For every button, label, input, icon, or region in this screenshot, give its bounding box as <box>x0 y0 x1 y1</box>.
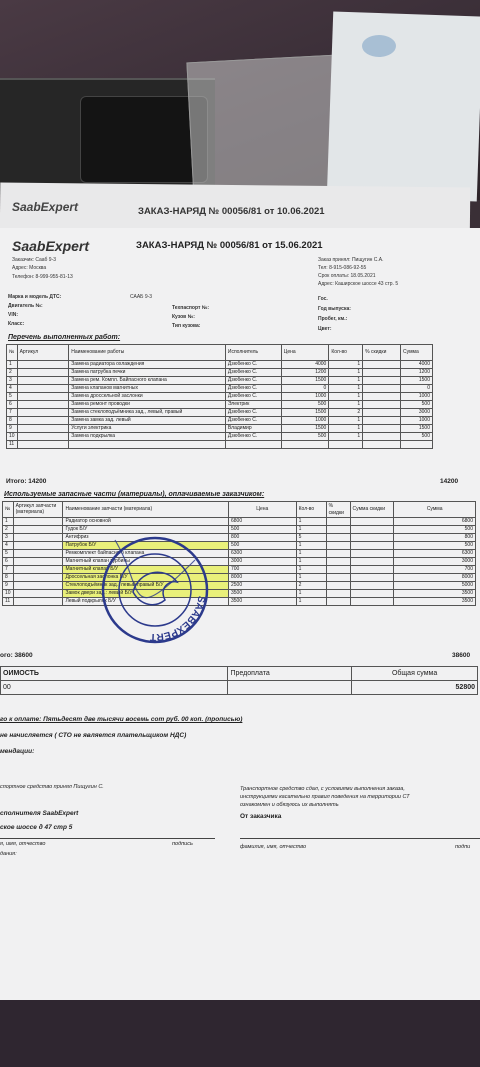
works-cell: Дзюбенко С. <box>225 385 281 393</box>
works-cell: 0 <box>401 385 433 393</box>
summary-cost-value: 00 <box>1 681 228 695</box>
year-label: Год выпуска: <box>318 306 351 312</box>
works-row <box>7 393 433 401</box>
works-cell: 500 <box>281 433 329 441</box>
sign-right: подпи <box>455 844 471 850</box>
works-cell: 1500 <box>401 425 433 433</box>
parts-cell: 6800 <box>229 518 297 526</box>
parts-col-qty: Кол-во <box>296 502 326 518</box>
parts-cell <box>13 558 63 566</box>
parts-cell <box>350 598 394 606</box>
parts-header-row <box>3 502 476 518</box>
works-cell: 11 <box>7 441 18 449</box>
summary-total-label: Общая сумма <box>352 667 478 681</box>
works-cell: 500 <box>401 433 433 441</box>
parts-cell <box>326 550 350 558</box>
certificate-paper <box>327 11 480 201</box>
parts-row <box>3 574 476 582</box>
works-cell: Замена стеклоподъёмника зад., левый, правый <box>69 409 226 417</box>
parts-cell: 3500 <box>229 590 297 598</box>
works-col-name: Наименование работы <box>69 345 226 361</box>
works-cell: Замена рем. Компл. Байпасного клапана <box>69 377 226 385</box>
works-cell: Дзюбенко С. <box>225 369 281 377</box>
works-cell <box>401 441 433 449</box>
works-cell <box>17 361 69 369</box>
parts-cell <box>13 550 63 558</box>
works-cell: 1 <box>329 417 363 425</box>
works-col-no: № <box>7 345 18 361</box>
works-cell: Замена дроссельной заслонки <box>69 393 226 401</box>
parts-cell: 700 <box>394 566 476 574</box>
parts-cell: 3500 <box>394 598 476 606</box>
works-cell: 9 <box>7 425 18 433</box>
vehicle-accepted-text: спортное средство принял Пищугин С. <box>0 784 104 790</box>
passport-label: Техпаспорт №: <box>172 305 210 311</box>
parts-cell: 3000 <box>394 558 476 566</box>
works-cell: 3 <box>7 377 18 385</box>
parts-row <box>3 590 476 598</box>
works-table <box>6 344 433 449</box>
works-col-sku: Артикул <box>17 345 69 361</box>
summary-values-row <box>1 681 478 695</box>
works-cell: 1000 <box>281 393 329 401</box>
works-cell <box>17 409 69 417</box>
parts-row <box>3 550 476 558</box>
works-cell <box>363 441 401 449</box>
works-cell: 1 <box>329 425 363 433</box>
vehicle-handed-text-3: ознакомлен и обязуюсь их выполнять <box>240 802 339 808</box>
works-cell: 1 <box>329 401 363 409</box>
works-cell <box>17 425 69 433</box>
due-date-line: Срок оплаты: 18.05.2021 <box>318 273 376 279</box>
works-col-qty: Кол-во <box>329 345 363 361</box>
parts-col-sku: Артикул запчасти (материала) <box>13 502 63 518</box>
parts-col-name: Наименование запчасти (материала) <box>63 502 229 518</box>
works-cell: Замена радиатора охлаждения <box>69 361 226 369</box>
parts-row <box>3 558 476 566</box>
works-cell <box>363 401 401 409</box>
sign-left: подпись <box>172 841 193 847</box>
parts-cell <box>350 582 394 590</box>
parts-cell: 3500 <box>394 590 476 598</box>
works-cell: 7 <box>7 409 18 417</box>
parts-cell: Радиатор основной <box>63 518 229 526</box>
works-cell: 10 <box>7 433 18 441</box>
works-cell: 1 <box>329 385 363 393</box>
parts-cell: 500 <box>394 526 476 534</box>
parts-cell <box>350 590 394 598</box>
parts-cell <box>13 598 63 606</box>
works-cell: 8 <box>7 417 18 425</box>
parts-cell: 6300 <box>229 550 297 558</box>
parts-cell <box>326 582 350 590</box>
executor-address: ское шоссе д 47 стр 5 <box>0 824 73 831</box>
works-cell: Замена подкрылка <box>69 433 226 441</box>
works-cell <box>363 385 401 393</box>
works-cell <box>17 441 69 449</box>
parts-cell: 1 <box>296 550 326 558</box>
parts-row <box>3 518 476 526</box>
parts-row <box>3 542 476 550</box>
works-cell <box>17 377 69 385</box>
works-cell: Электрик <box>225 401 281 409</box>
amount-in-words: го к оплате: Пятьдесят две тысячи восемь сот руб. 00 коп. (прописью) <box>0 716 243 723</box>
works-cell: 3000 <box>401 409 433 417</box>
parts-cell: 6300 <box>394 550 476 558</box>
parts-cell <box>326 542 350 550</box>
works-cell: 1500 <box>281 409 329 417</box>
works-cell <box>363 425 401 433</box>
phone-line: Телефон: 8-999-955-81-13 <box>12 274 73 280</box>
parts-cell <box>13 590 63 598</box>
summary-prepay-value <box>228 681 352 695</box>
works-cell: 0 <box>281 385 329 393</box>
parts-cell: 3500 <box>229 598 297 606</box>
parts-row <box>3 582 476 590</box>
works-cell: Дзюбенко С. <box>225 409 281 417</box>
parts-col-sum: Сумма <box>394 502 476 518</box>
parts-row <box>3 598 476 606</box>
works-cell: 1 <box>329 377 363 385</box>
vehicle-handed-text-2: инструкциями касательно правил поведения на территории СТ <box>240 794 410 800</box>
parts-cell: 11 <box>3 598 14 606</box>
parts-cell: 1 <box>296 590 326 598</box>
parts-cell: 1 <box>296 542 326 550</box>
plate-label: Гос. <box>318 296 328 302</box>
dania-label: дания: <box>0 851 17 857</box>
parts-cell <box>13 518 63 526</box>
parts-cell: 800 <box>394 534 476 542</box>
works-row <box>7 433 433 441</box>
parts-col-discount-sum: Сумма скидки <box>350 502 394 518</box>
works-cell: Дзюбенко С. <box>225 417 281 425</box>
parts-cell <box>326 574 350 582</box>
works-total-value: 14200 <box>440 478 459 485</box>
works-cell: Дзюбенко С. <box>225 433 281 441</box>
works-cell: 1200 <box>281 369 329 377</box>
parts-col-price: Цена <box>229 502 297 518</box>
mileage-label: Пробег, км.: <box>318 316 348 322</box>
parts-cell <box>326 558 350 566</box>
parts-cell <box>350 566 394 574</box>
back-sheet-title: ЗАКАЗ-НАРЯД № 00056/81 от 10.06.2021 <box>138 206 325 217</box>
parts-cell <box>350 550 394 558</box>
parts-cell: 2 <box>3 526 14 534</box>
works-cell <box>69 441 226 449</box>
works-cell: 5 <box>7 393 18 401</box>
works-row <box>7 409 433 417</box>
parts-cell <box>13 526 63 534</box>
works-cell: Замена замка зад. левый <box>69 417 226 425</box>
works-cell: 1000 <box>401 393 433 401</box>
document-title: ЗАКАЗ-НАРЯД № 00056/81 от 15.06.2021 <box>136 240 323 251</box>
works-cell <box>281 441 329 449</box>
works-cell <box>17 401 69 409</box>
parts-cell: 5 <box>3 550 14 558</box>
parts-cell: 8000 <box>394 574 476 582</box>
parts-cell: 1 <box>296 558 326 566</box>
tel-line: Тел: 8-915-086-92-55 <box>318 265 367 271</box>
works-cell: 4000 <box>281 361 329 369</box>
parts-cell: 1 <box>296 526 326 534</box>
parts-cell <box>326 590 350 598</box>
vehicle-model-value: СААБ 9-3 <box>130 294 153 300</box>
parts-cell: 1 <box>296 518 326 526</box>
works-cell: Услуги электрика <box>69 425 226 433</box>
works-cell: 500 <box>281 401 329 409</box>
parts-row <box>3 534 476 542</box>
works-cell <box>329 441 363 449</box>
parts-cell: Левый подкрылок Б/У <box>63 598 229 606</box>
parts-cell: Гудок Б/У <box>63 526 229 534</box>
works-cell: 1500 <box>281 425 329 433</box>
parts-cell <box>326 566 350 574</box>
works-cell <box>363 417 401 425</box>
vehicle-model-label: Марка и модель ДТС: <box>8 294 62 300</box>
works-header-row <box>7 345 433 361</box>
vehicle-handed-text-1: Транспортное средство сдал, с условиями выполнения заказа, <box>240 786 405 792</box>
fio-right: фамилия, имя, отчество <box>240 844 307 850</box>
parts-section-title: Используемые запасные части (материалы), оплачиваемые заказчиком: <box>4 491 265 498</box>
parts-col-discount: % скидки <box>326 502 350 518</box>
parts-cell: 1 <box>296 566 326 574</box>
summary-table <box>0 666 478 695</box>
customer-line: Заказчик: Сааб 9-3 <box>12 257 57 263</box>
works-cell: 1 <box>329 361 363 369</box>
works-cell: 500 <box>401 401 433 409</box>
parts-cell: 5 <box>296 534 326 542</box>
works-cell <box>225 441 281 449</box>
vat-note: не начисляется ( СТО не является плательщиком НДС) <box>0 732 187 739</box>
parts-cell: 500 <box>229 526 297 534</box>
works-cell: Владимир <box>225 425 281 433</box>
works-cell <box>363 361 401 369</box>
works-cell: 1000 <box>281 417 329 425</box>
parts-cell <box>13 542 63 550</box>
from-client-label: От заказчика <box>240 813 282 820</box>
parts-cell: Антифриз <box>63 534 229 542</box>
parts-cell <box>326 526 350 534</box>
parts-cell: 1 <box>296 574 326 582</box>
company-stamp <box>95 530 215 650</box>
works-row <box>7 385 433 393</box>
parts-cell <box>350 574 394 582</box>
certificate-seal <box>362 35 396 57</box>
parts-row <box>3 526 476 534</box>
accepted-by-line: Заказ принял: Пищугин С.А. <box>318 257 384 263</box>
works-cell <box>17 417 69 425</box>
body-number-label: Кузов №: <box>172 314 195 320</box>
works-cell <box>17 433 69 441</box>
works-cell: 6 <box>7 401 18 409</box>
class-label: Класс: <box>8 321 25 327</box>
parts-cell: Магнитный клапан турбины <box>63 558 229 566</box>
summary-total-value: 52800 <box>352 681 478 695</box>
works-row <box>7 377 433 385</box>
parts-cell: 800 <box>229 534 297 542</box>
parts-cell <box>326 534 350 542</box>
parts-cell: Магнитный клапан Б/У <box>63 566 229 574</box>
parts-cell <box>350 526 394 534</box>
works-cell: 4000 <box>401 361 433 369</box>
works-cell: Замена клапанов магнитных <box>69 385 226 393</box>
parts-cell: 9 <box>3 582 14 590</box>
parts-cell: 3000 <box>229 558 297 566</box>
parts-cell: 6800 <box>394 518 476 526</box>
works-row <box>7 425 433 433</box>
parts-total-label: ого: 38600 <box>0 652 33 659</box>
parts-cell: 4 <box>3 542 14 550</box>
works-cell: 1500 <box>281 377 329 385</box>
works-row <box>7 441 433 449</box>
parts-cell <box>350 558 394 566</box>
works-cell <box>17 385 69 393</box>
company-logo: SaabExpert <box>12 238 90 254</box>
works-cell <box>17 369 69 377</box>
parts-cell: Патрубок Б/У <box>63 542 229 550</box>
works-cell: Замена патрубка печки <box>69 369 226 377</box>
color-label: Цвет: <box>318 326 332 332</box>
engine-label: Двигатель №: <box>8 303 43 309</box>
works-cell: 1200 <box>401 369 433 377</box>
works-cell: Замена ремонт проводки <box>69 401 226 409</box>
parts-col-no: № <box>3 502 14 518</box>
works-cell: Дзюбенко С. <box>225 377 281 385</box>
body-type-label: Тип кузова: <box>172 323 201 329</box>
parts-cell: 3 <box>3 534 14 542</box>
works-col-sum: Сумма <box>401 345 433 361</box>
works-cell: 2 <box>7 369 18 377</box>
parts-row <box>3 566 476 574</box>
service-address-line: Адрес: Каширское шоссе 43 стр. 5 <box>318 281 399 287</box>
background-bottom <box>0 1000 480 1067</box>
parts-total-value: 38600 <box>452 652 471 659</box>
parts-table <box>2 501 476 606</box>
signature-line-right <box>240 838 480 839</box>
parts-cell <box>326 518 350 526</box>
works-cell: Дзюбенко С. <box>225 361 281 369</box>
summary-cost-label: ОИМОСТЬ <box>1 667 228 681</box>
vin-label: VIN: <box>8 312 18 318</box>
parts-cell: Замок двери зад.: левый Б/У <box>63 590 229 598</box>
parts-cell <box>350 542 394 550</box>
works-cell <box>363 377 401 385</box>
parts-cell <box>13 582 63 590</box>
works-cell <box>17 393 69 401</box>
works-cell: 1 <box>329 433 363 441</box>
works-col-price: Цена <box>281 345 329 361</box>
works-total-label: Итого: 14200 <box>6 478 47 485</box>
parts-cell: 1 <box>3 518 14 526</box>
work-order-sheet <box>0 228 480 1023</box>
summary-labels-row <box>1 667 478 681</box>
parts-cell <box>326 598 350 606</box>
works-cell: 1 <box>329 393 363 401</box>
parts-cell: 8 <box>3 574 14 582</box>
parts-cell: 500 <box>394 542 476 550</box>
works-col-executor: Исполнитель <box>225 345 281 361</box>
back-sheet-logo: SaabExpert <box>12 200 79 214</box>
summary-prepay-label: Предоплата <box>228 667 352 681</box>
parts-cell: 2500 <box>229 582 297 590</box>
parts-cell <box>13 566 63 574</box>
parts-cell: 7 <box>3 566 14 574</box>
parts-cell: 500 <box>229 542 297 550</box>
works-section-title: Перечень выполненных работ: <box>8 334 121 341</box>
parts-cell <box>13 574 63 582</box>
parts-cell <box>350 518 394 526</box>
works-row <box>7 361 433 369</box>
works-col-discount: % скидки <box>363 345 401 361</box>
parts-cell: 5000 <box>394 582 476 590</box>
parts-cell: 1 <box>296 598 326 606</box>
works-cell: Дзюбенко С. <box>225 393 281 401</box>
parts-cell: Ремкомплект байпасного клапана <box>63 550 229 558</box>
stamp-text: SAABEXPERT <box>149 594 207 643</box>
parts-cell <box>350 534 394 542</box>
works-cell: 4 <box>7 385 18 393</box>
parts-cell: Дроссельная заслонка Б/У <box>63 574 229 582</box>
works-row <box>7 417 433 425</box>
works-cell <box>363 393 401 401</box>
works-cell: 2 <box>329 409 363 417</box>
works-cell: 1 <box>7 361 18 369</box>
parts-cell: 2 <box>296 582 326 590</box>
works-cell: 1500 <box>401 377 433 385</box>
parts-cell: 8000 <box>229 574 297 582</box>
parts-cell: Стеклоподъёмник зад., левый правый Б/У <box>63 582 229 590</box>
works-cell <box>363 409 401 417</box>
signature-line-left <box>0 838 215 839</box>
works-cell <box>363 433 401 441</box>
works-row <box>7 369 433 377</box>
works-cell: 1 <box>329 369 363 377</box>
parts-cell: 700 <box>229 566 297 574</box>
works-row <box>7 401 433 409</box>
fio-left: я, имя, отчество <box>0 841 46 847</box>
parts-cell: 10 <box>3 590 14 598</box>
address-line: Адрес: Москва <box>12 265 47 271</box>
works-cell: 1000 <box>401 417 433 425</box>
works-cell <box>363 369 401 377</box>
parts-cell: 6 <box>3 558 14 566</box>
recommendations-label: мендации: <box>0 748 35 755</box>
executor-label: сполнителя SaabExpert <box>0 810 79 817</box>
parts-cell <box>13 534 63 542</box>
